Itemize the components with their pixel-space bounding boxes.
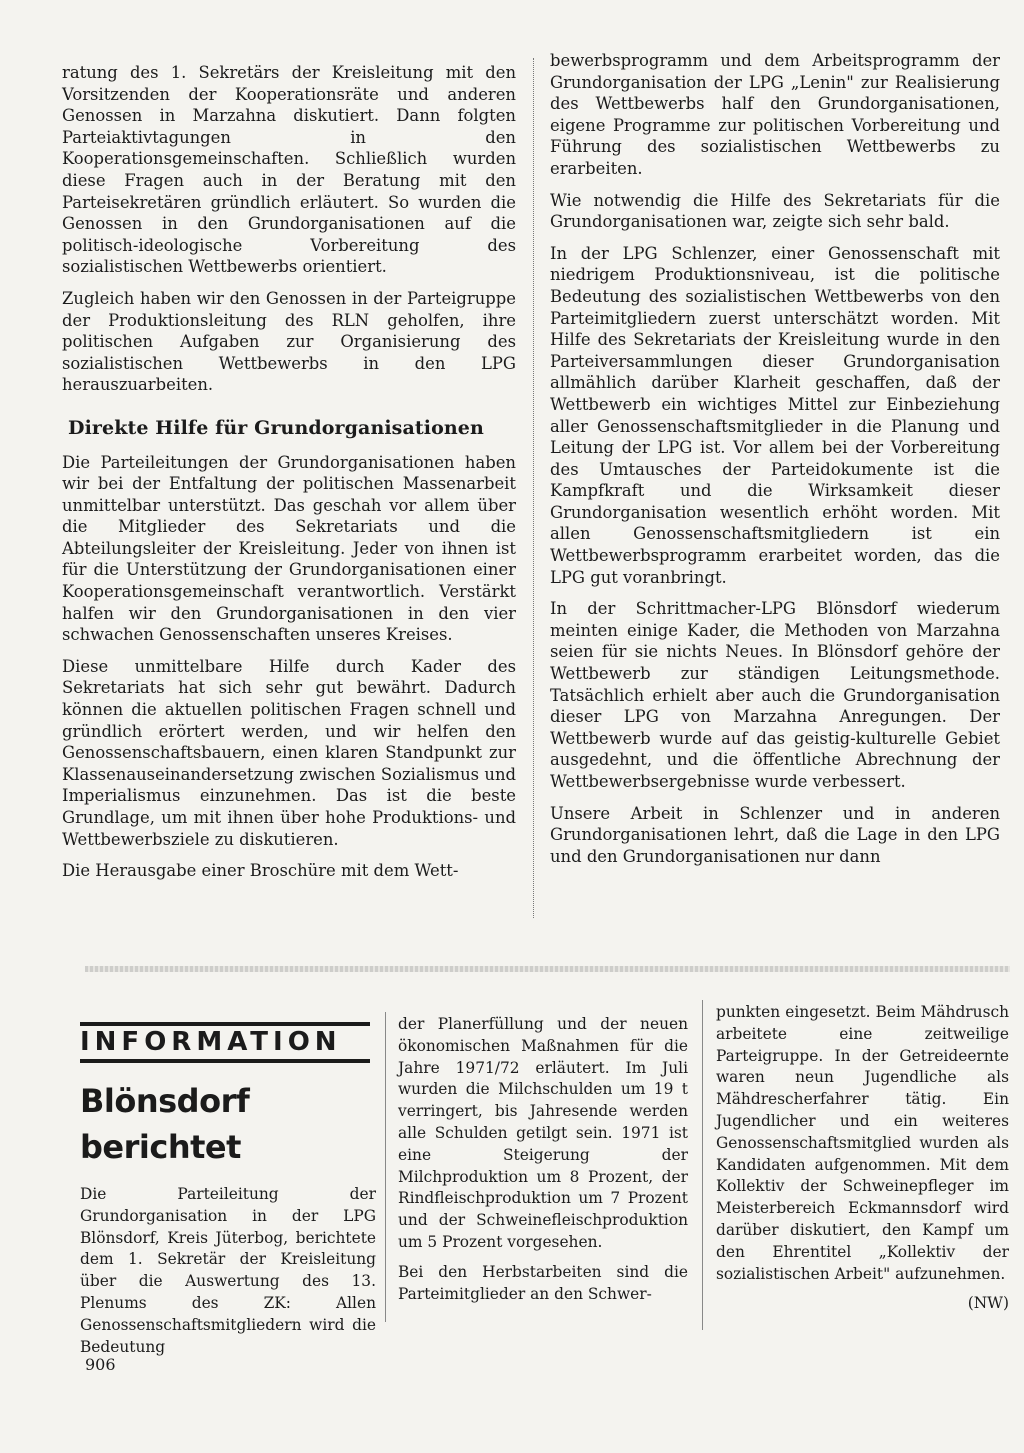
paragraph: Zugleich haben wir den Genossen in der Parteigruppe der Produktionsleitung des RLN geholfen, ihre politischen Aufgaben zur Organisierung des sozialistischen Wettbewerbs in den LPG herauszuarbeiten. (62, 288, 516, 395)
paragraph: Die Herausgabe einer Broschüre mit dem Wett- (62, 861, 459, 881)
paragraph: Wie notwendig die Hilfe des Sekretariats für die Grundorganisationen war, zeigte sich sehr bald. (550, 190, 1000, 232)
info-column-3 (716, 1002, 1009, 1323)
paragraph: ratung des 1. Sekretärs der Kreisleitung mit den Vorsitzenden der Kooperationsräte und anderen Genossen in Marzahna diskutiert. Dann folgten Parteiaktivtagungen in den Kooperationsgemeinschaften. Schließlich wurden diese Fragen auch in der Beratung mit den Parteisekretären gründlich erläutert. So wurden die Genossen in den Grundorganisationen auf die politisch-ideologische Vorbereitung des sozialistischen Wettbewerbs orientiert. (62, 63, 516, 277)
paragraph: Diese unmittelbare Hilfe durch Kader des Sekretariats hat sich sehr gut bewährt. Dadurch können die aktuellen politischen Fragen schnell und gründlich erörtert werden, und wir helfen den Genossenschaftsbauern, einen klaren Standpunkt zur Klassenauseinandersetzung zwischen Sozialismus und Imperialismus einzunehmen. Das ist die beste Grundlage, um mit ihnen über hohe Produktions- und Wettbewerbsziele zu diskutieren. (62, 656, 516, 849)
paragraph: Bei den Herbstarbeiten sind die Parteimitglieder an den Schwer- (398, 1262, 688, 1303)
info-column-2 (398, 1014, 688, 1313)
article-column-left (62, 62, 516, 892)
paragraph: punkten eingesetzt. Beim Mähdrusch arbeitete eine zeitweilige Parteigruppe. In der Getreideernte waren neun Jugendliche als Mähdrescherfahrer tätig. Ein Jugendlicher und ein weiteres Genossenschaftsmitglied wurden als Kandidaten aufgenommen. Mit dem Kollektiv der Schweinepfleger im Meisterbereich Eckmannsdorf wird darüber diskutiert, den Kampf um den Ehrentitel „Kollektiv der sozialistischen Arbeit" aufzunehmen. (716, 1003, 1009, 1283)
paragraph: Unsere Arbeit in Schlenzer und in anderen Grundorganisationen lehrt, daß die Lage in den LPG und den Grundorganisationen nur dann (550, 803, 1000, 866)
column-divider (702, 1000, 703, 1330)
info-label: INFORMATION (80, 1027, 342, 1057)
info-rule-bottom (80, 1059, 370, 1063)
section-divider (85, 966, 1010, 972)
section-heading: Direkte Hilfe für Grundorganisationen (68, 416, 484, 439)
headline-line: Blönsdorf (80, 1082, 250, 1120)
paragraph: Die Parteileitung der Grundorganisation in der LPG Blönsdorf, Kreis Jüterbog, berichtete dem 1. Sekretär der Kreisleitung über die Auswertung des 13. Plenums des ZK: Allen Genossenschaftsmitgliedern wird die Bedeutung (80, 1185, 376, 1356)
paragraph: In der Schrittmacher-LPG Blönsdorf wiederum meinten einige Kader, die Methoden von Marzahna seien für sie nichts Neues. In Blönsdorf gehöre der Wettbewerb zur ständigen Leitungsmethode. Tatsächlich erhielt aber auch die Grundorganisation dieser LPG von Marzahna Anregungen. Der Wettbewerb wurde auf das geistig-kulturelle Gebiet ausgedehnt, und die öffentliche Abrechnung der Wettbewerbsergebnisse wurde verbessert. (550, 599, 1000, 791)
column-divider (385, 1012, 386, 1322)
headline-line: berichtet (80, 1128, 241, 1166)
author-signature: (NW) (967, 1294, 1009, 1313)
paragraph: In der LPG Schlenzer, einer Genossenschaft mit niedrigem Produktionsniveau, ist die politische Bedeutung des sozialistischen Wettbewerbs von den Parteimitgliedern zuerst unterschätzt worden. Mit Hilfe des Sekretariats der Kreisleitung wurde in den Parteiversammlungen dieser Grundorganisation allmählich darüber Klarheit geschaffen, daß der Wettbewerb ein wichtiges Mittel zur Einbeziehung aller Genossenschaftsmitglieder in die Planung und Leitung der LPG ist. Vor allem bei der Vorbereitung des Umtausches der Parteidokumente ist die Kampfkraft und die Wirksamkeit dieser Grundorganisation wesentlich erhöht worden. Mit allen Genossenschaftsmitgliedern ist ein Wettbewerbsprogramm erarbeitet worden, das die LPG gut voranbringt. (550, 243, 1000, 587)
paragraph: bewerbsprogramm und dem Arbeitsprogramm der Grundorganisation der LPG „Lenin" zur Realisierung des Wettbewerbs half den Grundorganisationen, eigene Programme zur politischen Vorbereitung und Führung des sozialistischen Wettbewerbs zu erarbeiten. (550, 51, 1000, 178)
paragraph: der Planerfüllung und der neuen ökonomischen Maßnahmen für die Jahre 1971/72 erläutert. Im Juli wurden die Milchschulden um 19 t verringert, bis Jahresende werden alle Schulden getilgt sein. 1971 ist eine Steigerung der Milchproduktion um 8 Prozent, der Rindfleischproduktion um 7 Prozent und der Schweinefleischproduktion um 5 Prozent vorgesehen. (398, 1015, 688, 1251)
info-headline (80, 1078, 380, 1170)
paragraph: Die Parteileitungen der Grundorganisationen haben wir bei der Entfaltung der politischen Massenarbeit unmittelbar unterstützt. Das geschah vor allem über die Mitglieder des Sekretariats und die Abteilungsleiter der Kreisleitung. Jeder von ihnen ist für die Unterstützung der Grundorganisationen einer Kooperationsgemeinschaft verantwortlich. Verstärkt halfen wir den Grundorganisationen in den vier schwachen Genossenschaften unseres Kreises. (62, 452, 516, 645)
page-number: 906 (85, 1355, 116, 1374)
column-divider (533, 58, 534, 918)
article-column-right (550, 50, 1000, 877)
info-column-1 (80, 1184, 376, 1366)
